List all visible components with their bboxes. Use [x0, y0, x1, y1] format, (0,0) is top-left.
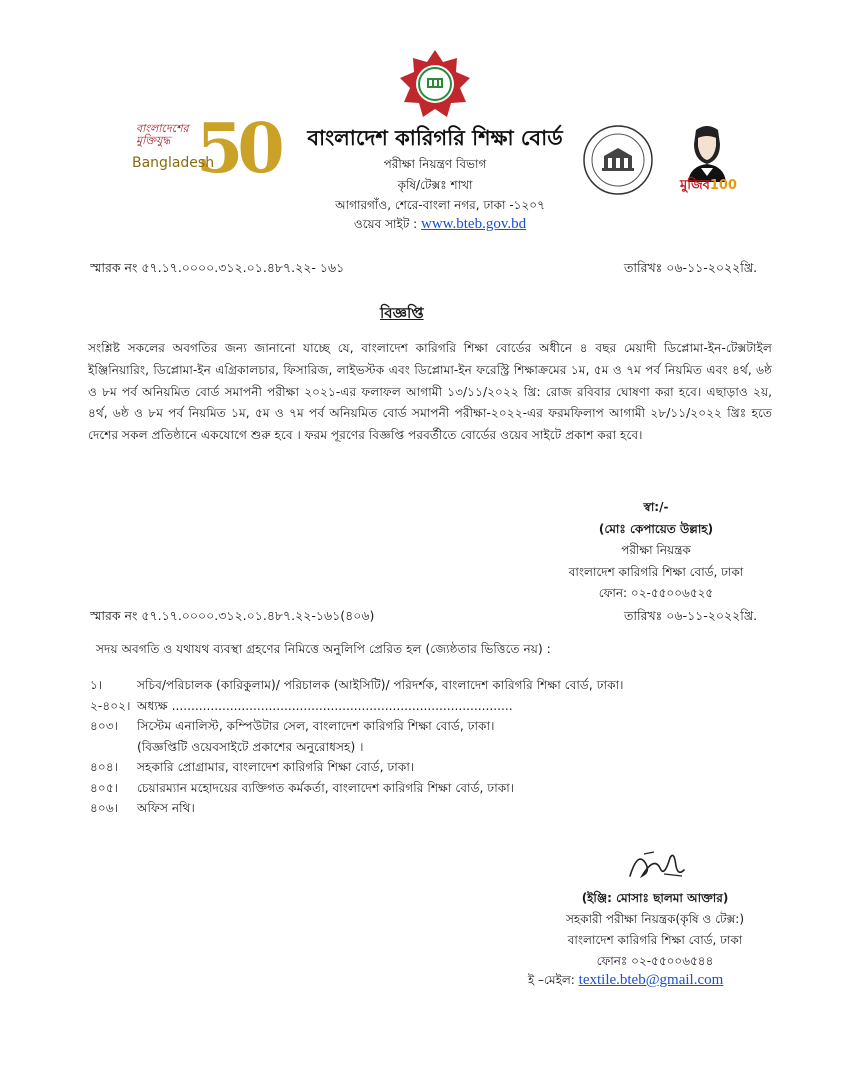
email-label: ই –মেইল:: [528, 973, 575, 987]
department-name: পরীক্ষা নিয়ন্ত্রণ বিভাগ: [383, 157, 487, 171]
signature-block-assistant: [520, 888, 790, 972]
assistant-designation: সহকারী পরীক্ষা নিয়ন্ত্রক(কৃষি ও টেক্স:): [565, 912, 745, 926]
memo-reference: স্মারক নং ৫৭.১৭.০০০০.৩১২.০১.৪৮৭.২২- ১৬১: [90, 260, 345, 275]
assistant-name: (ইঞ্জি: মোসাঃ ছালমা আক্তার): [581, 891, 729, 905]
logo-50-country: Bangladesh: [132, 155, 215, 171]
branch-name: কৃষি/টেক্সঃ শাখা: [397, 178, 473, 192]
list-item: ১। সচিব/পরিচালক (কারিকুলাম)/ পরিচালক (আইসিটি)/ পরিদর্শক, বাংলাদেশ কারিগরি শিক্ষা বোর্ড, ঢাকা।: [90, 678, 624, 692]
website-label: ওয়েব সাইট :: [353, 217, 418, 231]
list-item: ৪০৩। সিস্টেম এনালিস্ট, কম্পিউটার সেল, বাংলাদেশ কারিগরি শিক্ষা বোর্ড, ঢাকা।: [90, 719, 495, 733]
mujib-100-text: মুজিব100: [680, 178, 737, 193]
email-link[interactable]: textile.bteb@gmail.com: [578, 972, 724, 988]
signature-block-controller: [540, 497, 772, 605]
assistant-office: বাংলাদেশ কারিগরি শিক্ষা বোর্ড, ঢাকা: [567, 933, 743, 947]
copy-intro: সদয় অবগতি ও যথাযথ ব্যবস্থা গ্রহণের নিমিত্তে অনুলিপি প্রেরিত হল (জ্যেষ্ঠতার ভিত্তিতে নয়) :: [96, 642, 551, 656]
email-line: [528, 972, 723, 992]
institution-seal-icon: [582, 124, 654, 196]
distribution-list: [90, 675, 750, 819]
copy-memo-reference: স্মারক নং ৫৭.১৭.০০০০.৩১২.০১.৪৮৭.২২-১৬১(৪০৬): [90, 608, 375, 623]
office-address: আগারগাঁও, শেরে-বাংলা নগর, ঢাকা -১২০৭: [335, 198, 545, 212]
handwritten-signature-icon: [624, 846, 688, 886]
website-link[interactable]: www.bteb.gov.bd: [420, 216, 527, 232]
list-item: (বিজ্ঞপ্তিটি ওয়েবসাইটে প্রকাশের অনুরোধসহ) ।: [137, 739, 364, 754]
bangladesh-50-logo: [118, 105, 279, 195]
list-item: ৪০৫। চেয়ারম্যান মহোদয়ের ব্যক্তিগত কর্মকর্তা, বাংলাদেশ কারিগরি শিক্ষা বোর্ড, ঢাকা।: [90, 780, 515, 795]
signatory-phone: ফোন: ০২-৫৫০০৬৫২৫: [598, 586, 714, 600]
list-item: ৪০৪। সহকারি প্রোগ্রামার, বাংলাদেশ কারিগরি শিক্ষা বোর্ড, ঢাকা।: [90, 760, 415, 774]
board-title: বাংলাদেশ কারিগরি শিক্ষা বোর্ড: [307, 126, 563, 150]
copy-memo-date: তারিখঃ ০৬-১১-২০২২খ্রি.: [624, 608, 758, 623]
signatory-name: (মোঃ কেপায়েত উল্লাহ): [598, 521, 714, 536]
logo-50-number: 50: [196, 109, 279, 189]
bteb-emblem-icon: [398, 48, 472, 122]
assistant-phone: ফোনঃ ০২-৫৫০০৬৫৪৪: [596, 954, 714, 968]
website-line: [340, 216, 540, 236]
signature-mark: স্বা:/-: [643, 500, 669, 514]
signatory-designation: পরীক্ষা নিয়ন্ত্রক: [621, 543, 691, 557]
list-item: ৪০৬। অফিস নথি।: [90, 801, 195, 815]
notice-body: সংশ্লিষ্ট সকলের অবগতির জন্য জানানো যাচ্ছে যে, বাংলাদেশ কারিগরি শিক্ষা বোর্ডের অধীনে ৪ বছর মেয়াদী ডিপ্লোমা-ইন-টেক্সটাইল ইঞ্জিনিয়ারিং, ডিপ্লোমা-ইন এগ্রিকালচার, ফিসারিজ, লাইভস্টক এবং ডিপ্লোমা-ইন ফরেস্ট্রি শিক্ষাক্রমের ১ম, ৫ম ও ৭ম পর্ব নিয়মিত এবং ৪র্থ, ৬ষ্ঠ ও ৮ম পর্ব অনিয়মিত বোর্ড সমাপনী পরীক্ষা ২০২১-এর ফলাফল আগামী ১৩/১১/২০২২ খ্রি: রোজ রবিবার ঘোষণা করা হবে। এছাড়াও ২য়, ৪র্থ, ৬ষ্ঠ ও ৮ম পর্ব নিয়মিত ১ম, ৫ম ও ৭ম পর্ব অনিয়মিত বোর্ড সমাপনী পরীক্ষা-২০২২-এর ফরমফিলাপ আগামী ২৮/১১/২০২২ খ্রিঃ হতে দেশের সকল প্রতিষ্ঠানে একযোগে শুরু হবে । ফরম পূরণের বিজ্ঞপ্তি পরবর্তীতে বোর্ডের ওয়েব সাইটে প্রকাশ করা হবে।: [88, 341, 772, 443]
memo-date: তারিখঃ ০৬-১১-২০২২খ্রি.: [624, 260, 758, 275]
notice-title: বিজ্ঞপ্তি: [380, 304, 424, 322]
portrait-icon: [684, 124, 730, 182]
list-item: ২-৪০২। অধ্যক্ষ ........................................................................................: [90, 698, 513, 713]
signatory-office: বাংলাদেশ কারিগরি শিক্ষা বোর্ড, ঢাকা: [568, 564, 744, 579]
logo-50-bengali-text: বাংলাদেশের মুক্তিযুদ্ধ: [136, 122, 189, 147]
mujib-100-logo: [678, 124, 768, 204]
